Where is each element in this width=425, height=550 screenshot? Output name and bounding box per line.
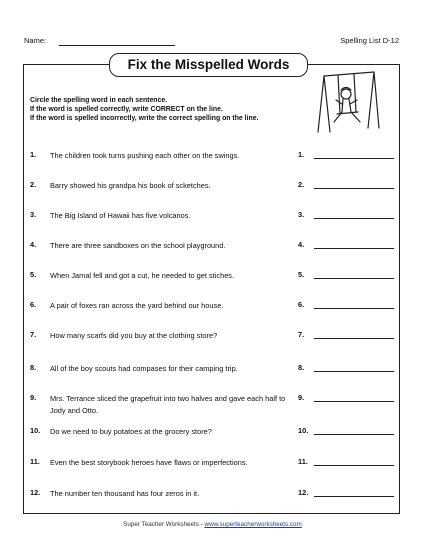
instructions bbox=[30, 96, 258, 124]
answer-line[interactable] bbox=[314, 308, 394, 309]
question-number: 7. bbox=[30, 330, 37, 339]
answer-number: 4. bbox=[298, 240, 305, 249]
question-number: 10. bbox=[30, 426, 41, 435]
answer-line[interactable] bbox=[314, 434, 394, 435]
answer-number: 12. bbox=[298, 488, 309, 497]
footer-separator: - bbox=[200, 521, 203, 528]
footer-url-link[interactable]: www.superteacherworksheets.com bbox=[204, 521, 302, 528]
answer-number: 11. bbox=[298, 457, 308, 466]
answer-number: 8. bbox=[298, 363, 305, 372]
name-label: Name: bbox=[24, 36, 47, 45]
answer-number: 7. bbox=[298, 330, 305, 339]
question-number: 4. bbox=[30, 240, 37, 249]
answer-number: 5. bbox=[298, 270, 305, 279]
answer-line[interactable] bbox=[314, 188, 394, 189]
name-field[interactable] bbox=[59, 45, 175, 46]
question-text: The number ten thousand has four zeros in it. bbox=[50, 489, 200, 498]
spelling-list-id: Spelling List D-12 bbox=[340, 36, 399, 45]
question-text: The children took turns pushing each other on the swings. bbox=[50, 151, 240, 160]
answer-line[interactable] bbox=[314, 401, 394, 402]
instruction-line: Circle the spelling word in each sentence. bbox=[30, 97, 168, 104]
answer-number: 3. bbox=[298, 210, 305, 219]
question-text: The Big Island of Hawaii has five volcanos. bbox=[50, 211, 191, 220]
swing-set-illustration bbox=[316, 66, 380, 136]
question-text: Even the best storybook heroes have flaws or imperfections. bbox=[50, 458, 248, 467]
answer-number: 2. bbox=[298, 180, 305, 189]
question-number: 12. bbox=[30, 488, 41, 497]
footer bbox=[0, 521, 425, 528]
footer-brand: Super Teacher Worksheets bbox=[123, 521, 199, 528]
answer-number: 6. bbox=[298, 300, 305, 309]
question-text: All of the boy scouts had compases for their camping trip. bbox=[50, 364, 238, 373]
answer-number: 1. bbox=[298, 150, 305, 159]
question-number: 11. bbox=[30, 457, 40, 466]
worksheet-title: Fix the Misspelled Words bbox=[109, 53, 308, 77]
question-text: A pair of foxes ran across the yard behind our house. bbox=[50, 301, 224, 310]
question-number: 3. bbox=[30, 210, 37, 219]
question-number: 9. bbox=[30, 393, 37, 402]
answer-line[interactable] bbox=[314, 338, 394, 339]
answer-line[interactable] bbox=[314, 278, 394, 279]
question-text: How many scarfs did you buy at the clothing store? bbox=[50, 331, 218, 340]
answer-number: 9. bbox=[298, 393, 305, 402]
question-number: 5. bbox=[30, 270, 37, 279]
question-text: When Jamal fell and got a cut, he needed to get stiches. bbox=[50, 271, 235, 280]
instruction-line: If the word is spelled correctly, write CORRECT on the line. bbox=[30, 106, 223, 114]
answer-number: 10. bbox=[298, 426, 309, 435]
answer-line[interactable] bbox=[314, 158, 394, 159]
answer-line[interactable] bbox=[314, 218, 394, 219]
answer-line[interactable] bbox=[314, 496, 394, 497]
question-text: Barry showed his grandpa his book of scketches. bbox=[50, 181, 211, 190]
question-text: Do we need to buy potatoes at the grocery store? bbox=[50, 427, 212, 436]
answer-line[interactable] bbox=[314, 248, 394, 249]
question-number: 8. bbox=[30, 363, 37, 372]
answer-line[interactable] bbox=[314, 465, 394, 466]
answer-line[interactable] bbox=[314, 371, 394, 372]
instruction-line: If the word is spelled incorrectly, write the correct spelling on the line. bbox=[30, 115, 259, 123]
question-number: 2. bbox=[30, 180, 37, 189]
question-text: Mrs. Terrance sliced the grapefruit into two halves and gave each half to Jody and Otto. bbox=[50, 394, 286, 415]
question-number: 6. bbox=[30, 300, 37, 309]
question-number: 1. bbox=[30, 150, 37, 159]
question-text: There are three sandboxes on the school playground. bbox=[50, 241, 226, 250]
